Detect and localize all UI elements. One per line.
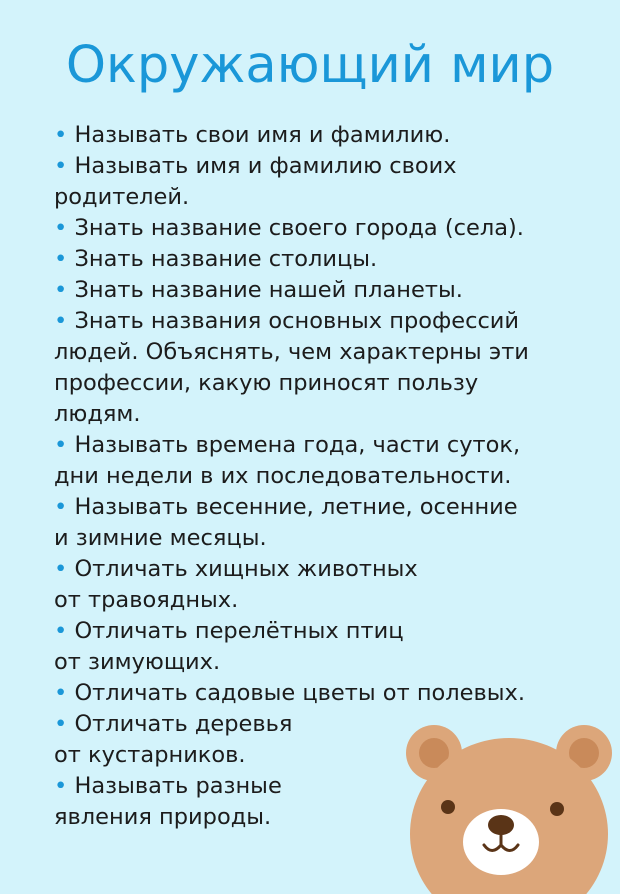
list-item bbox=[54, 120, 574, 151]
list-item-text: Отличать перелётных птиц bbox=[74, 618, 404, 644]
list-item-text: родителей. bbox=[54, 184, 190, 210]
list-item-text: Знать название столицы. bbox=[74, 246, 378, 272]
bullet-icon: • bbox=[54, 153, 68, 179]
list-item-line bbox=[54, 151, 574, 182]
bullet-icon: • bbox=[54, 277, 68, 303]
list-item-line bbox=[54, 120, 574, 151]
bear-right-eye bbox=[550, 802, 564, 816]
list-item-text: Называть весенние, летние, осенние bbox=[74, 494, 518, 520]
list-item-text: Отличать садовые цветы от полевых. bbox=[74, 680, 526, 706]
list-item-line bbox=[54, 492, 574, 523]
bullet-icon: • bbox=[54, 246, 68, 272]
list-item-text: людям. bbox=[54, 401, 141, 427]
list-item bbox=[54, 244, 574, 275]
list-item-line bbox=[54, 678, 574, 709]
list-item-text: дни недели в их последовательности. bbox=[54, 463, 512, 489]
bear-left-eye bbox=[441, 800, 455, 814]
list-item bbox=[54, 151, 574, 213]
list-item-text: людей. Объяснять, чем характерны эти bbox=[54, 339, 529, 365]
list-item-line bbox=[54, 616, 574, 647]
bullet-icon: • bbox=[54, 773, 68, 799]
list-item-text: Называть разные bbox=[74, 773, 282, 799]
list-item-line bbox=[54, 244, 574, 275]
list-item-text: Знать название нашей планеты. bbox=[74, 277, 463, 303]
list-item-text: профессии, какую приносят пользу bbox=[54, 370, 479, 396]
list-item-text: Знать название своего города (села). bbox=[74, 215, 524, 241]
list-item bbox=[54, 678, 574, 709]
list-item-text: Отличать деревья bbox=[74, 711, 293, 737]
bullet-icon: • bbox=[54, 308, 68, 334]
list-item-text: от травоядных. bbox=[54, 587, 239, 613]
list-item-text: Называть имя и фамилию своих bbox=[74, 153, 457, 179]
list-item bbox=[54, 554, 574, 616]
list-item-line bbox=[54, 554, 574, 585]
list-item-line bbox=[54, 306, 574, 337]
list-item-text: Называть свои имя и фамилию. bbox=[74, 122, 451, 148]
bullet-icon: • bbox=[54, 711, 68, 737]
list-item bbox=[54, 492, 574, 554]
page-title: Окружающий мир bbox=[65, 36, 555, 95]
list-item-line bbox=[54, 430, 574, 461]
list-item bbox=[54, 306, 574, 430]
list-item-text: Знать названия основных профессий bbox=[74, 308, 520, 334]
list-item-text: Называть времена года, части суток, bbox=[74, 432, 521, 458]
bullet-icon: • bbox=[54, 618, 68, 644]
list-item-text: явления природы. bbox=[54, 804, 272, 830]
bullet-icon: • bbox=[54, 432, 68, 458]
list-item-text: и зимние месяцы. bbox=[54, 525, 267, 551]
bear-illustration bbox=[398, 716, 620, 894]
list-item bbox=[54, 430, 574, 492]
list-item-text: от кустарников. bbox=[54, 742, 246, 768]
bullet-icon: • bbox=[54, 494, 68, 520]
list-item bbox=[54, 213, 574, 244]
list-item-line bbox=[54, 213, 574, 244]
list-item bbox=[54, 616, 574, 678]
bullet-icon: • bbox=[54, 122, 68, 148]
list-item bbox=[54, 275, 574, 306]
bullet-icon: • bbox=[54, 556, 68, 582]
list-item-text: Отличать хищных животных bbox=[74, 556, 418, 582]
bullet-icon: • bbox=[54, 680, 68, 706]
bullet-icon: • bbox=[54, 215, 68, 241]
list-item-line bbox=[54, 275, 574, 306]
list-item-text: от зимующих. bbox=[54, 649, 221, 675]
